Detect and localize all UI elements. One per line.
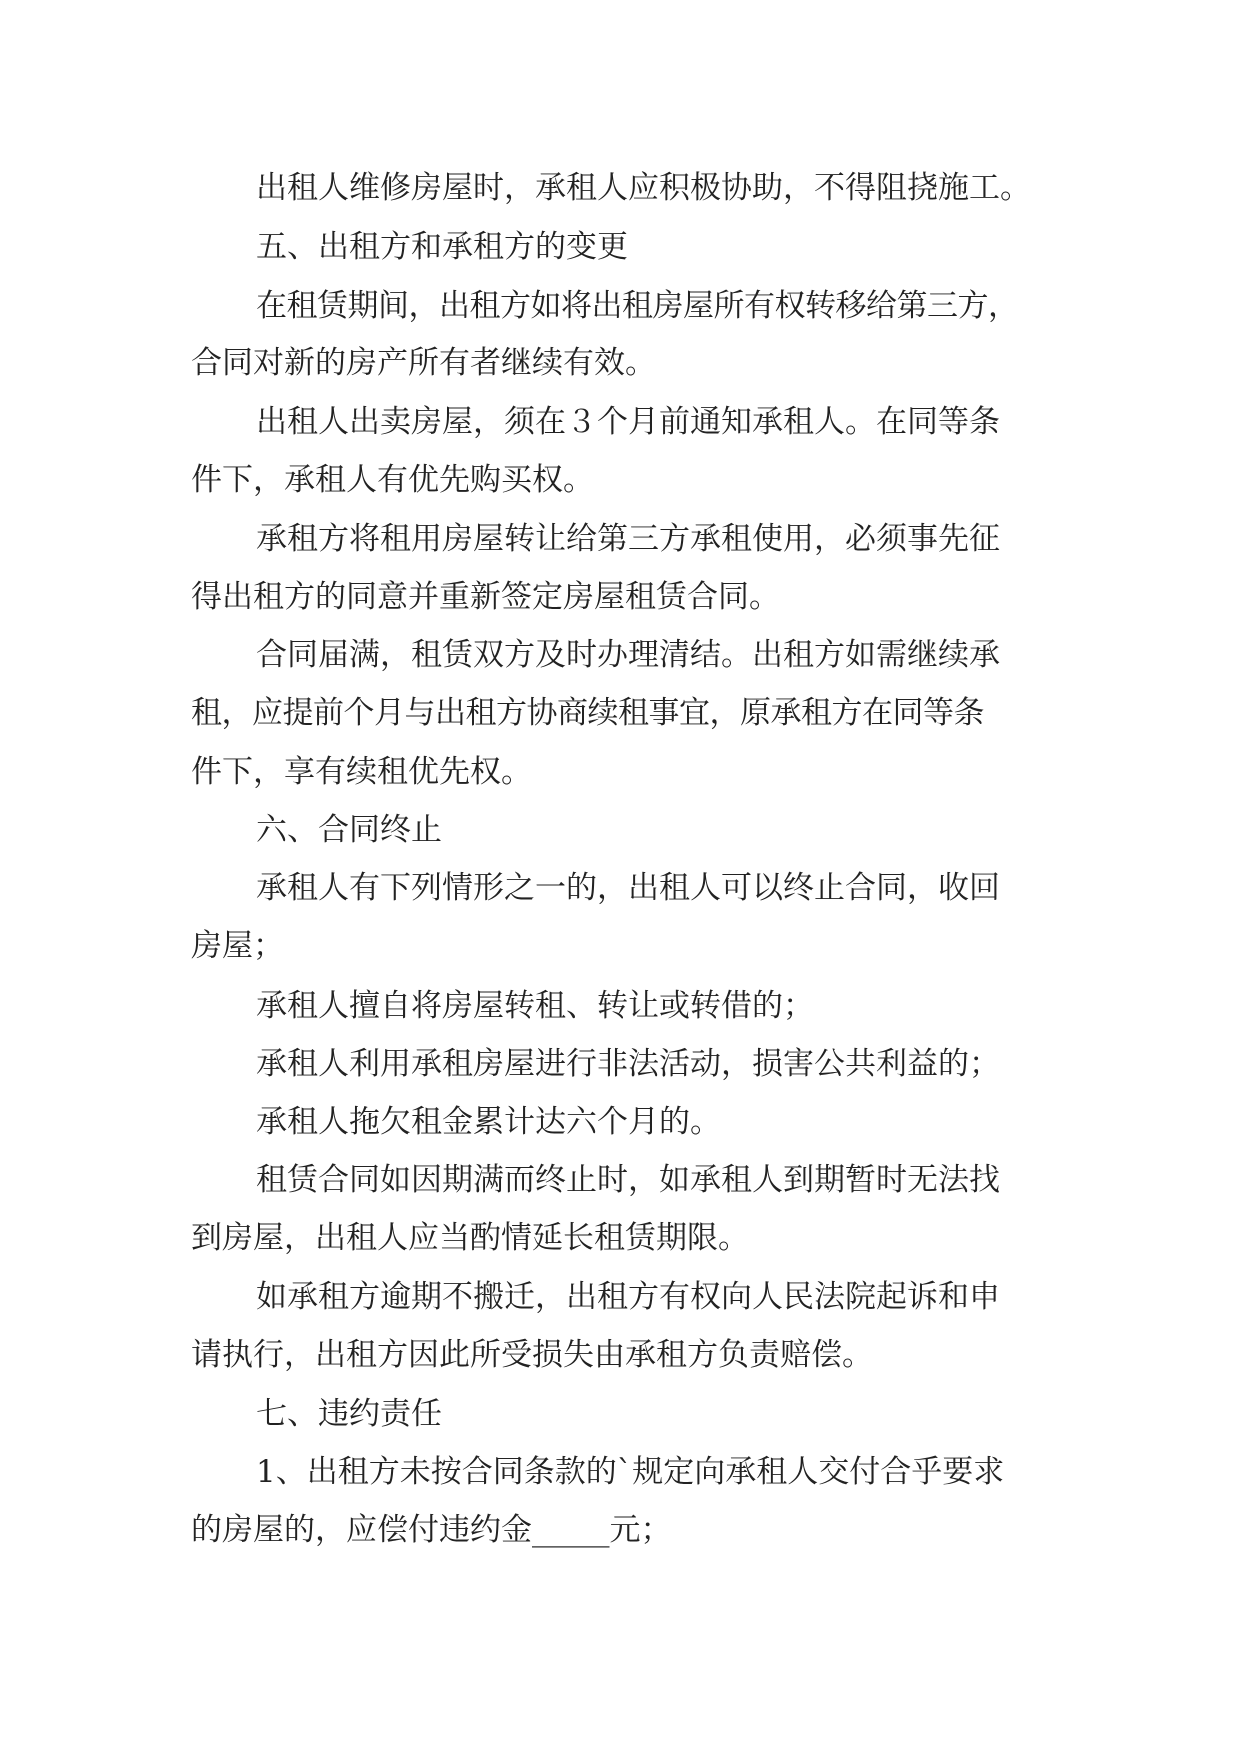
section-heading: 六、合同终止 [256, 812, 442, 848]
paragraph-line: 在租赁期间，出租方如将出租房屋所有权转移给第三方， [256, 288, 1019, 324]
paragraph-line: 如承租方逾期不搬迁，出租方有权向人民法院起诉和申 [256, 1279, 1000, 1315]
paragraph-line: 租赁合同如因期满而终止时，如承租人到期暂时无法找 [256, 1162, 1000, 1198]
list-item: 承租人拖欠租金累计达六个月的。 [256, 1104, 721, 1140]
section-heading: 七、违约责任 [256, 1396, 442, 1432]
paragraph-line: 承租方将租用房屋转让给第三方承租使用，必须事先征 [256, 521, 1000, 557]
paragraph-line: 得出租方的同意并重新签定房屋租赁合同。 [191, 579, 780, 615]
paragraph-line: 房屋； [191, 928, 284, 964]
list-item: 承租人擅自将房屋转租、转让或转借的； [256, 988, 814, 1024]
paragraph-line: 出租人出卖房屋，须在３个月前通知承租人。在同等条 [256, 404, 1000, 440]
paragraph-line: 件下，承租人有优先购买权。 [191, 462, 594, 498]
paragraph-line: 承租人有下列情形之一的，出租人可以终止合同，收回 [256, 870, 1000, 906]
paragraph-line: 的房屋的，应偿付违约金_____元； [191, 1512, 672, 1548]
paragraph-line: 出租人维修房屋时，承租人应积极协助，不得阻挠施工。 [256, 170, 1031, 206]
paragraph-line: 合同对新的房产所有者继续有效。 [191, 345, 656, 381]
paragraph-line: 请执行，出租方因此所受损失由承租方负责赔偿。 [191, 1337, 873, 1373]
paragraph-line: 合同届满，租赁双方及时办理清结。出租方如需继续承 [256, 637, 1000, 673]
list-item: 承租人利用承租房屋进行非法活动，损害公共利益的； [256, 1046, 1000, 1082]
paragraph-line: 到房屋，出租人应当酌情延长租赁期限。 [191, 1220, 749, 1256]
paragraph-line: 租，应提前个月与出租方协商续租事宜，原承租方在同等条 [191, 695, 984, 731]
paragraph-line: 1、出租方未按合同条款的`规定向承租人交付合乎要求 [256, 1454, 1005, 1490]
paragraph-line: 件下，享有续租优先权。 [191, 754, 532, 790]
section-heading: 五、出租方和承租方的变更 [256, 229, 628, 265]
